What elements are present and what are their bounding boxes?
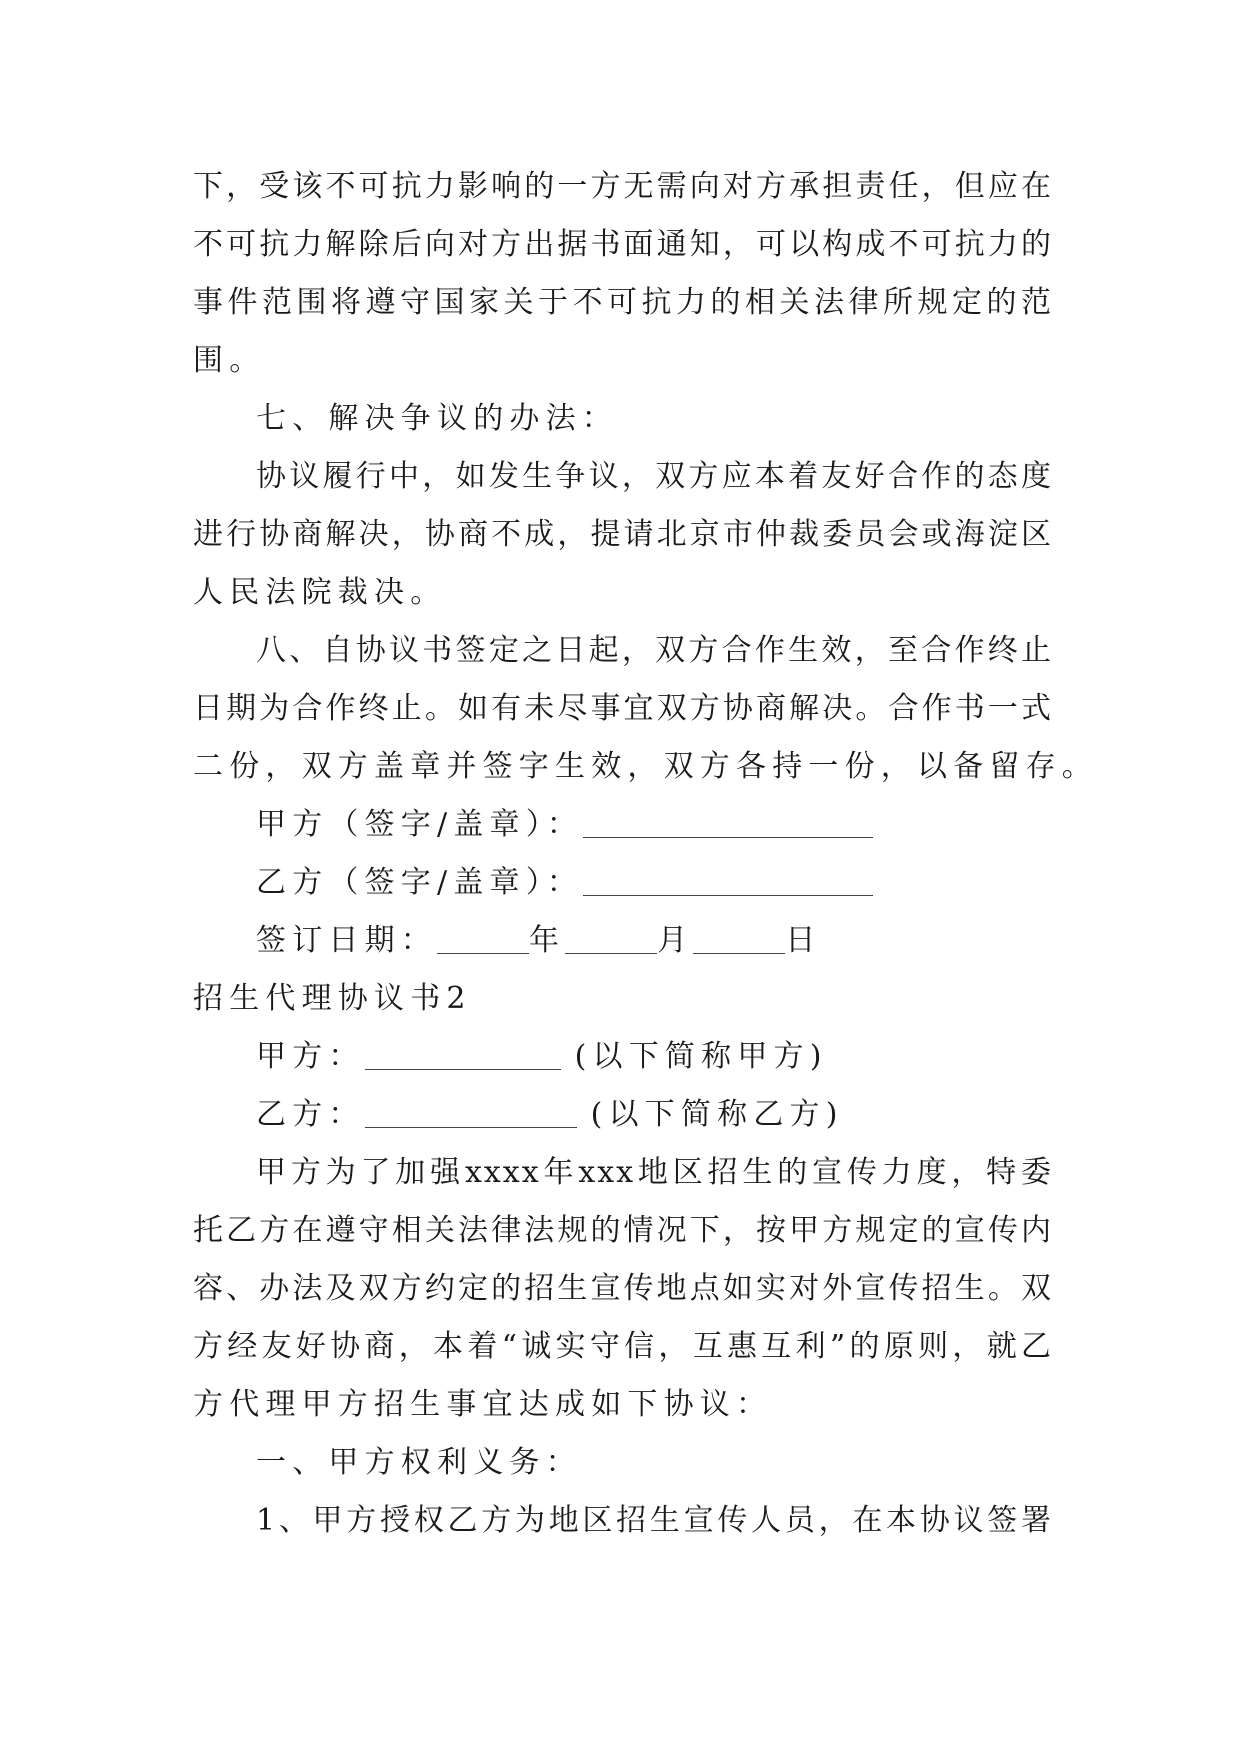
signature-label-a: 甲方（签字/盖章）：	[256, 807, 584, 842]
paragraph-line: 人民法院裁决。	[193, 575, 447, 610]
signature-line-party-b	[193, 854, 1053, 912]
signature-line-party-a	[193, 796, 1053, 854]
document-page	[193, 158, 1098, 1550]
section-heading-7: 七、解决争议的办法：	[256, 401, 618, 436]
paragraph-line: 方经友好协商，本着“诚实守信，互惠互利”的原则，就乙	[193, 1329, 1053, 1364]
paragraph-line: 托乙方在遵守相关法律法规的情况下，按甲方规定的宣传内	[193, 1213, 1053, 1248]
party-b-note: (以下简称乙方)	[590, 1097, 844, 1132]
paragraph-line: 日期为合作终止。如有未尽事宜双方协商解决。合作书一式	[193, 691, 1053, 726]
signature-blank-b[interactable]	[583, 861, 873, 896]
month-blank[interactable]	[565, 919, 657, 954]
paragraph-line: 协议履行中，如发生争议，双方应本着友好合作的态度	[256, 459, 1053, 494]
date-label: 签订日期：	[256, 923, 437, 958]
paragraph-line: 事件范围将遵守国家关于不可抗力的相关法律所规定的范	[193, 285, 1053, 320]
signature-label-b: 乙方（签字/盖章）：	[256, 865, 584, 900]
year-label: 年	[529, 923, 566, 958]
paragraph-line: 甲方为了加强xxxx年xxx地区招生的宣传力度，特委	[256, 1155, 1053, 1190]
document-title-2: 招生代理协议书2	[193, 981, 472, 1016]
party-a-label: 甲方：	[256, 1039, 365, 1074]
paragraph-line: 1、甲方授权乙方为地区招生宣传人员，在本协议签署	[256, 1503, 1053, 1538]
party-b-line	[193, 1086, 1053, 1144]
party-a-blank[interactable]	[365, 1035, 561, 1070]
paragraph-line: 二份，双方盖章并签字生效，双方各持一份，以备留存。	[193, 749, 1098, 784]
party-a-note: (以下简称甲方)	[574, 1039, 828, 1074]
paragraph-line: 下，受该不可抗力影响的一方无需向对方承担责任，但应在	[193, 169, 1053, 204]
day-blank[interactable]	[693, 919, 785, 954]
paragraph-line: 不可抗力解除后向对方出据书面通知，可以构成不可抗力的	[193, 227, 1053, 262]
signature-blank-a[interactable]	[583, 803, 873, 838]
year-blank[interactable]	[437, 919, 529, 954]
party-a-line	[193, 1028, 1053, 1086]
paragraph-line: 容、办法及双方约定的招生宣传地点如实对外宣传招生。双	[193, 1271, 1053, 1306]
signing-date-line	[193, 912, 1053, 970]
paragraph-line: 方代理甲方招生事宜达成如下协议：	[193, 1387, 773, 1422]
month-label: 月	[657, 923, 694, 958]
day-label: 日	[785, 923, 822, 958]
section-heading-1: 一、甲方权利义务：	[256, 1445, 582, 1480]
paragraph-line: 围。	[193, 343, 266, 378]
paragraph-line: 进行协商解决，协商不成，提请北京市仲裁委员会或海淀区	[193, 517, 1053, 552]
paragraph-line: 八、自协议书签定之日起，双方合作生效，至合作终止	[256, 633, 1053, 668]
party-b-label: 乙方：	[256, 1097, 365, 1132]
party-b-blank[interactable]	[365, 1093, 577, 1128]
